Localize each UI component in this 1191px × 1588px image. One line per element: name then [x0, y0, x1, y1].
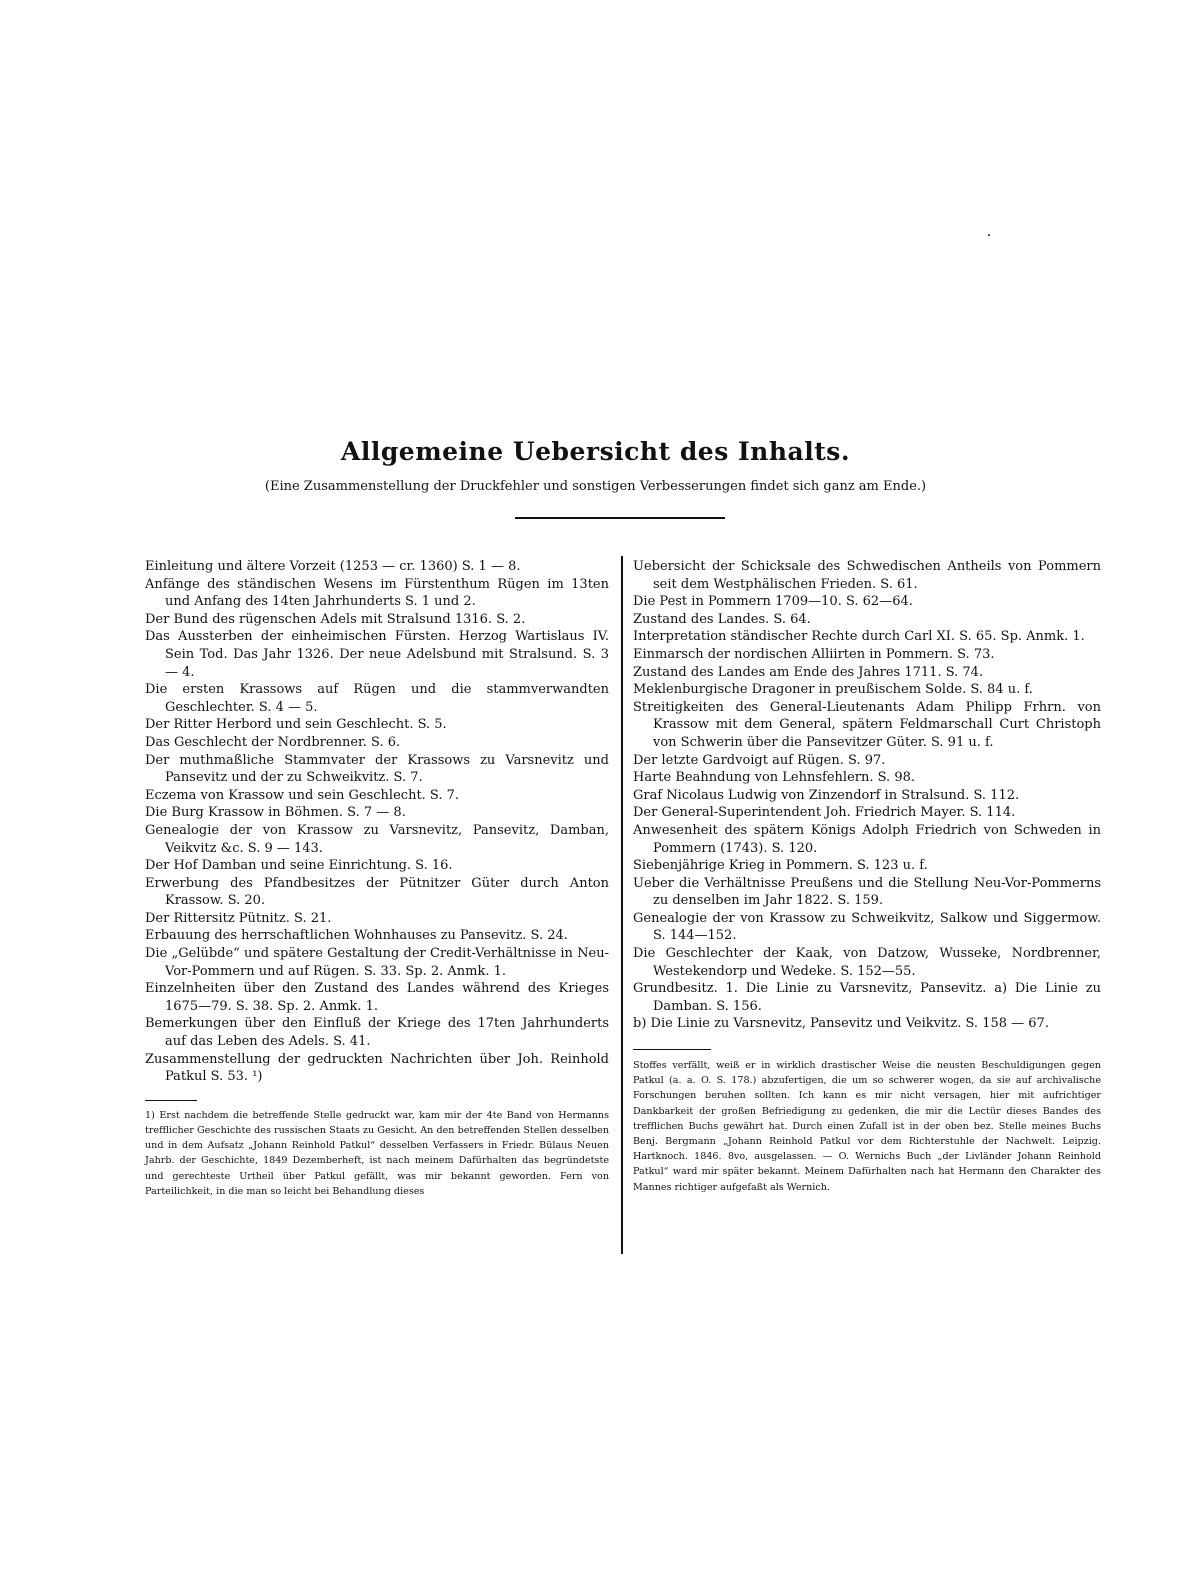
toc-entry: Erbauung des herrschaftlichen Wohnhauses zu Pansevitz. S. 24. [145, 928, 568, 944]
toc-entry: Der letzte Gardvoigt auf Rügen. S. 97. [633, 752, 886, 768]
page-title: Allgemeine Uebersicht des Inhalts. [340, 436, 851, 466]
toc-entry: Eczema von Krassow und sein Geschlecht. S. 7. [145, 787, 460, 803]
toc-entry: Meklenburgische Dragoner in preußischem Solde. S. 84 u. f. [633, 682, 1033, 698]
title-rule [515, 517, 725, 519]
toc-entry: Ueber die Verhältnisse Preußens und die Stellung Neu-Vor-Pommerns zu denselben im Jahr 1822. S. 159. [633, 875, 1101, 909]
toc-entry: Der Hof Damban und seine Einrichtung. S. 16. [145, 858, 453, 874]
toc-entry: Interpretation ständischer Rechte durch Carl XI. S. 65. Sp. Anmk. 1. [633, 629, 1085, 645]
footnote-rule [633, 1049, 711, 1050]
page-subtitle: (Eine Zusammenstellung der Druckfehler und sonstigen Verbesserungen findet sich ganz am Ende.) [264, 479, 927, 494]
toc-entry: Zustand des Landes am Ende des Jahres 1711. S. 74. [633, 664, 984, 680]
toc-entry: Graf Nicolaus Ludwig von Zinzendorf in Stralsund. S. 112. [633, 787, 1020, 803]
toc-entry: Anfänge des ständischen Wesens im Fürstenthum Rügen im 13ten und Anfang des 14ten Jahrhunderts S. 1 und 2. [145, 576, 609, 610]
left-column [145, 558, 609, 1199]
toc-entry: Die Geschlechter der Kaak, von Datzow, Wusseke, Nordbrenner, Westekendorp und Wedeke. S. 152—55. [633, 946, 1101, 979]
footnote-rule [145, 1100, 197, 1101]
toc-entry: Bemerkungen über den Einfluß der Kriege des 17ten Jahrhunderts auf das Leben des Adels. S. 41. [145, 1016, 609, 1050]
toc-entry: Einzelnheiten über den Zustand des Landes während des Krieges 1675—79. S. 38. Sp. 2. Anmk. 1. [145, 981, 609, 1014]
toc-entry: Genealogie der von Krassow zu Schweikvitz, Salkow und Siggermow. S. 144—152. [633, 910, 1101, 944]
toc-entry: Der Ritter Herbord und sein Geschlecht. S. 5. [145, 717, 447, 733]
toc-entry: Einleitung und ältere Vorzeit (1253 — cr. 1360) S. 1 — 8. [145, 559, 521, 574]
right-column [633, 558, 1101, 1195]
toc-entry: Grundbesitz. 1. Die Linie zu Varsnevitz, Pansevitz. a) Die Linie zu Damban. S. 156. [633, 981, 1101, 1014]
footnote: 1) Erst nachdem die betreffende Stelle gedruckt war, kam mir der 4te Band von Hermanns trefflicher Geschichte des russischen Staats zu Gesicht. An den betreffenden Stellen desselben und in dem Aufsatz „Johann Reinhold Patkul“ desselben Verfassers in Friedr. Bülaus Neuen Jahrb. der Geschichte, 1849 Dezemberheft, ist nach meinem Dafürhalten das begründetste und gerechteste Urtheil über Patkul gefällt, was mir bekannt geworden. Fern von Parteilichkeit, in die man so leicht bei Behandlung dieses [145, 1109, 609, 1197]
toc-entry: Einmarsch der nordischen Alliirten in Pommern. S. 73. [633, 646, 995, 662]
toc-entry: Anwesenheit des spätern Königs Adolph Friedrich von Schweden in Pommern (1743). S. 120. [633, 822, 1101, 856]
toc-entry: Der General-Superintendent Joh. Friedrich Mayer. S. 114. [633, 805, 1016, 821]
column-divider [621, 556, 623, 1254]
toc-entry: Das Geschlecht der Nordbrenner. S. 6. [145, 734, 401, 750]
toc-entry: Die „Gelübde“ und spätere Gestaltung der Credit-Verhältnisse in Neu-Vor-Pommern und auf Rügen. S. 33. Sp. 2. Anmk. 1. [145, 946, 609, 979]
toc-entry: Der Bund des rügenschen Adels mit Stralsund 1316. S. 2. [145, 611, 526, 627]
toc-entry: Siebenjährige Krieg in Pommern. S. 123 u. f. [633, 858, 928, 874]
toc-entry: Zustand des Landes. S. 64. [633, 611, 811, 627]
toc-entry: Streitigkeiten des General-Lieutenants Adam Philipp Frhrn. von Krassow mit dem General, spätern Feldmarschall Curt Christoph von Schwerin über die Pansevitzer Güter. S. 91 u. f. [633, 699, 1101, 750]
toc-entry: Die Pest in Pommern 1709—10. S. 62—64. [633, 594, 913, 610]
toc-entry: Die ersten Krassows auf Rügen und die stammverwandten Geschlechter. S. 4 — 5. [145, 682, 609, 715]
toc-entry: Der muthmaßliche Stammvater der Krassows zu Varsnevitz und Pansevitz und der zu Schweikvitz. S. 7. [145, 752, 609, 786]
toc-entry: Das Aussterben der einheimischen Fürsten. Herzog Wartislaus IV. Sein Tod. Das Jahr 1326. Der neue Adelsbund mit Stralsund. S. 3 — 4. [145, 629, 609, 680]
toc-entry: Der Rittersitz Pütnitz. S. 21. [145, 910, 332, 926]
toc-entry: Die Burg Krassow in Böhmen. S. 7 — 8. [145, 805, 406, 821]
toc-entry: Uebersicht der Schicksale des Schwedischen Antheils von Pommern seit dem Westphälischen Frieden. S. 61. [633, 559, 1101, 592]
scan-speck [988, 234, 990, 236]
toc-entry: Erwerbung des Pfandbesitzes der Pütnitzer Güter durch Anton Krassow. S. 20. [145, 875, 609, 909]
toc-entry: b) Die Linie zu Varsnevitz, Pansevitz und Veikvitz. S. 158 — 67. [633, 1016, 1049, 1032]
toc-entry: Genealogie der von Krassow zu Varsnevitz, Pansevitz, Damban, Veikvitz &c. S. 9 — 143. [145, 822, 609, 856]
toc-entry: Zusammenstellung der gedruckten Nachrichten über Joh. Reinhold Patkul S. 53. ¹) [145, 1051, 609, 1085]
toc-entry: Harte Beahndung von Lehnsfehlern. S. 98. [633, 770, 915, 786]
footnote-continuation: Stoffes verfällt, weiß er in wirklich drastischer Weise die neusten Beschuldigungen gegen Patkul (a. a. O. S. 178.) abzufertigen, die um so schwerer wogen, da sie auf archivalische Forschungen beruhen sollten. Ich kann es mir nicht versagen, hier mit aufrichtiger Dankbarkeit der großen Befriedigung zu gedenken, die mir die Lectür dieses Bandes des trefflichen Buchs gewährt hat. Durch einen Zufall ist in der oben bez. Stelle meines Buchs Benj. Bergmann „Johann Reinhold Patkul vor dem Richterstuhle der Nachwelt. Leipzig. Hartknoch. 1846. 8vo, ausgelassen. — O. Wernichs Buch „der Livländer Johann Reinhold Patkul“ ward mir später bekannt. Meinem Dafürhalten nach hat Hermann den Charakter des Mannes richtiger aufgefaßt als Wernich. [633, 1060, 1101, 1193]
